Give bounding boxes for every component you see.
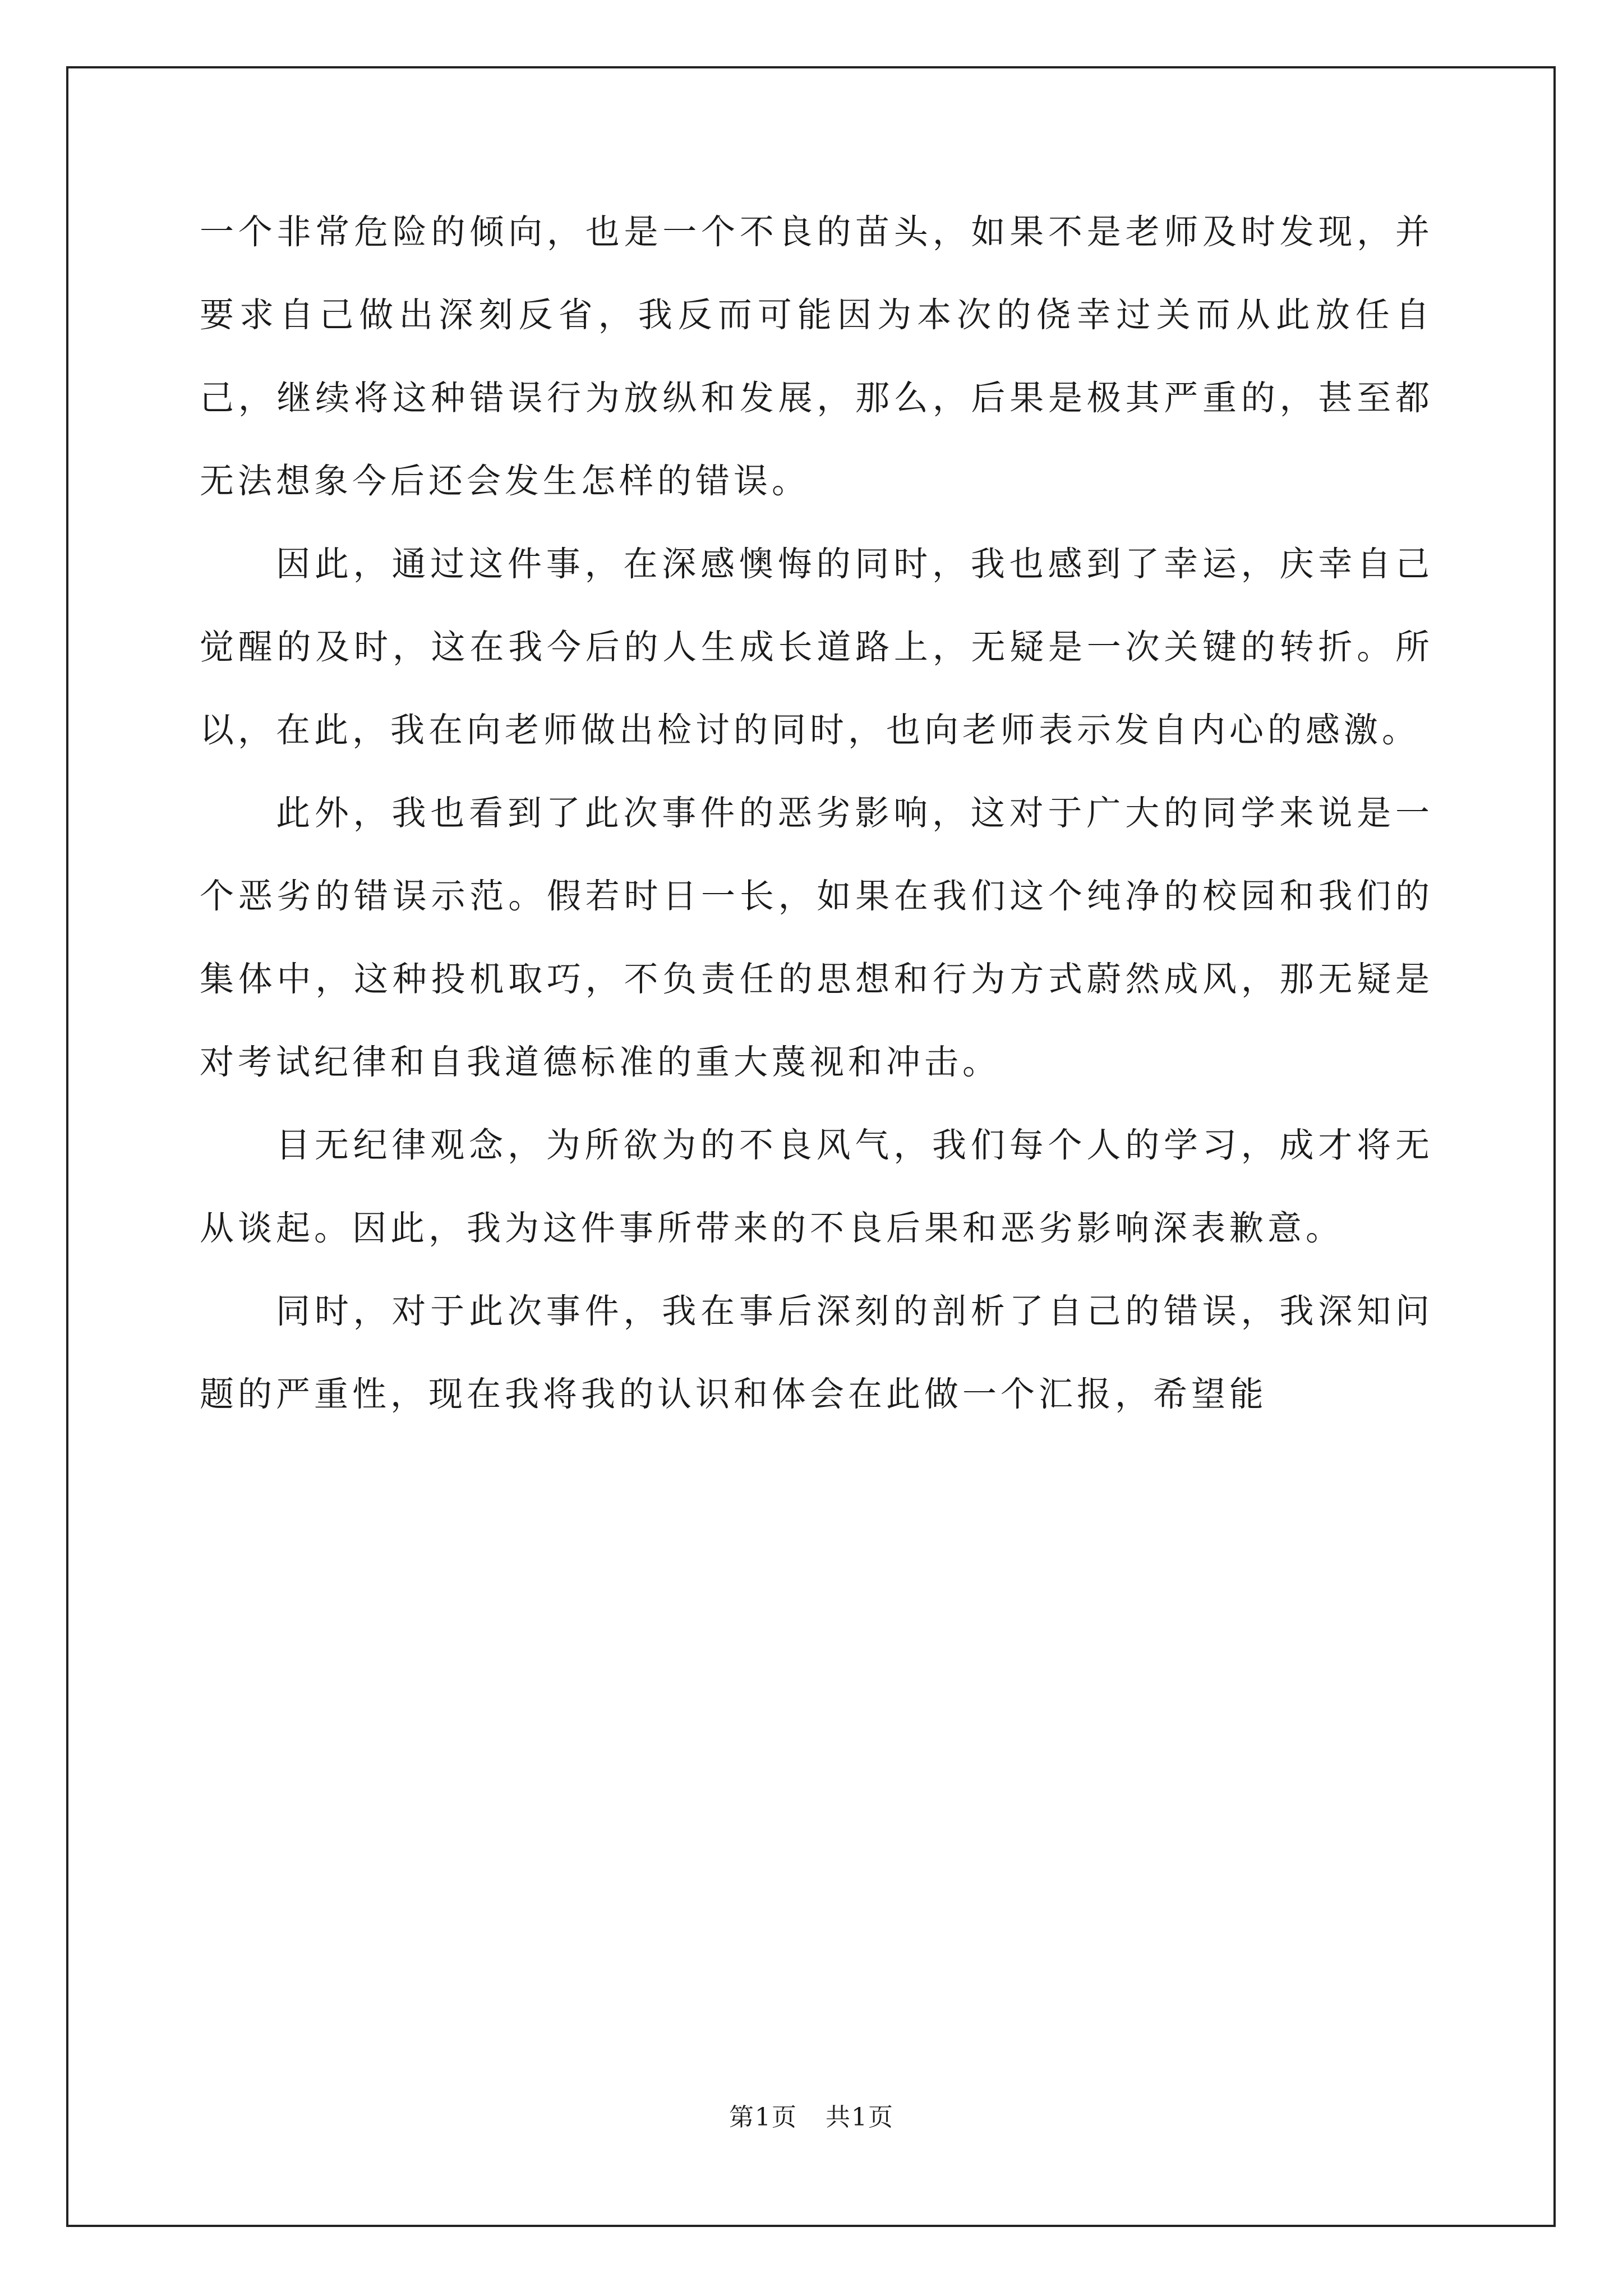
paragraph: 目无纪律观念，为所欲为的不良风气，我们每个人的学习，成才将无从谈起。因此，我为这件事所带来的不良后果和恶劣影响深表歉意。 [200, 1125, 1433, 1248]
page-footer [0, 2097, 1623, 2133]
paragraph: 此外，我也看到了此次事件的恶劣影响，这对于广大的同学来说是一个恶劣的错误示范。假若时日一长，如果在我们这个纯净的校园和我们的集体中，这种投机取巧，不负责任的思想和行为方式蔚然成风，那无疑是对考试纪律和自我道德标准的重大蔑视和冲击。 [200, 793, 1433, 1082]
page-total: 共1页 [826, 2103, 894, 2132]
paragraph: 一个非常危险的倾向，也是一个不良的苗头，如果不是老师及时发现，并要求自己做出深刻反省，我反而可能因为本次的侥幸过关而从此放任自己，继续将这种错误行为放纵和发展，那么，后果是极其严重的，甚至都无法想象今后还会发生怎样的错误。 [200, 212, 1433, 501]
page-number: 第1页 [729, 2103, 797, 2132]
document-body [200, 191, 1433, 1436]
paragraph: 因此，通过这件事，在深感懊悔的同时，我也感到了幸运，庆幸自己觉醒的及时，这在我今后的人生成长道路上，无疑是一次关键的转折。所以，在此，我在向老师做出检讨的同时，也向老师表示发自内心的感激。 [200, 544, 1433, 750]
paragraph: 同时，对于此次事件，我在事后深刻的剖析了自己的错误，我深知问题的严重性，现在我将我的认识和体会在此做一个汇报，希望能 [200, 1291, 1433, 1414]
